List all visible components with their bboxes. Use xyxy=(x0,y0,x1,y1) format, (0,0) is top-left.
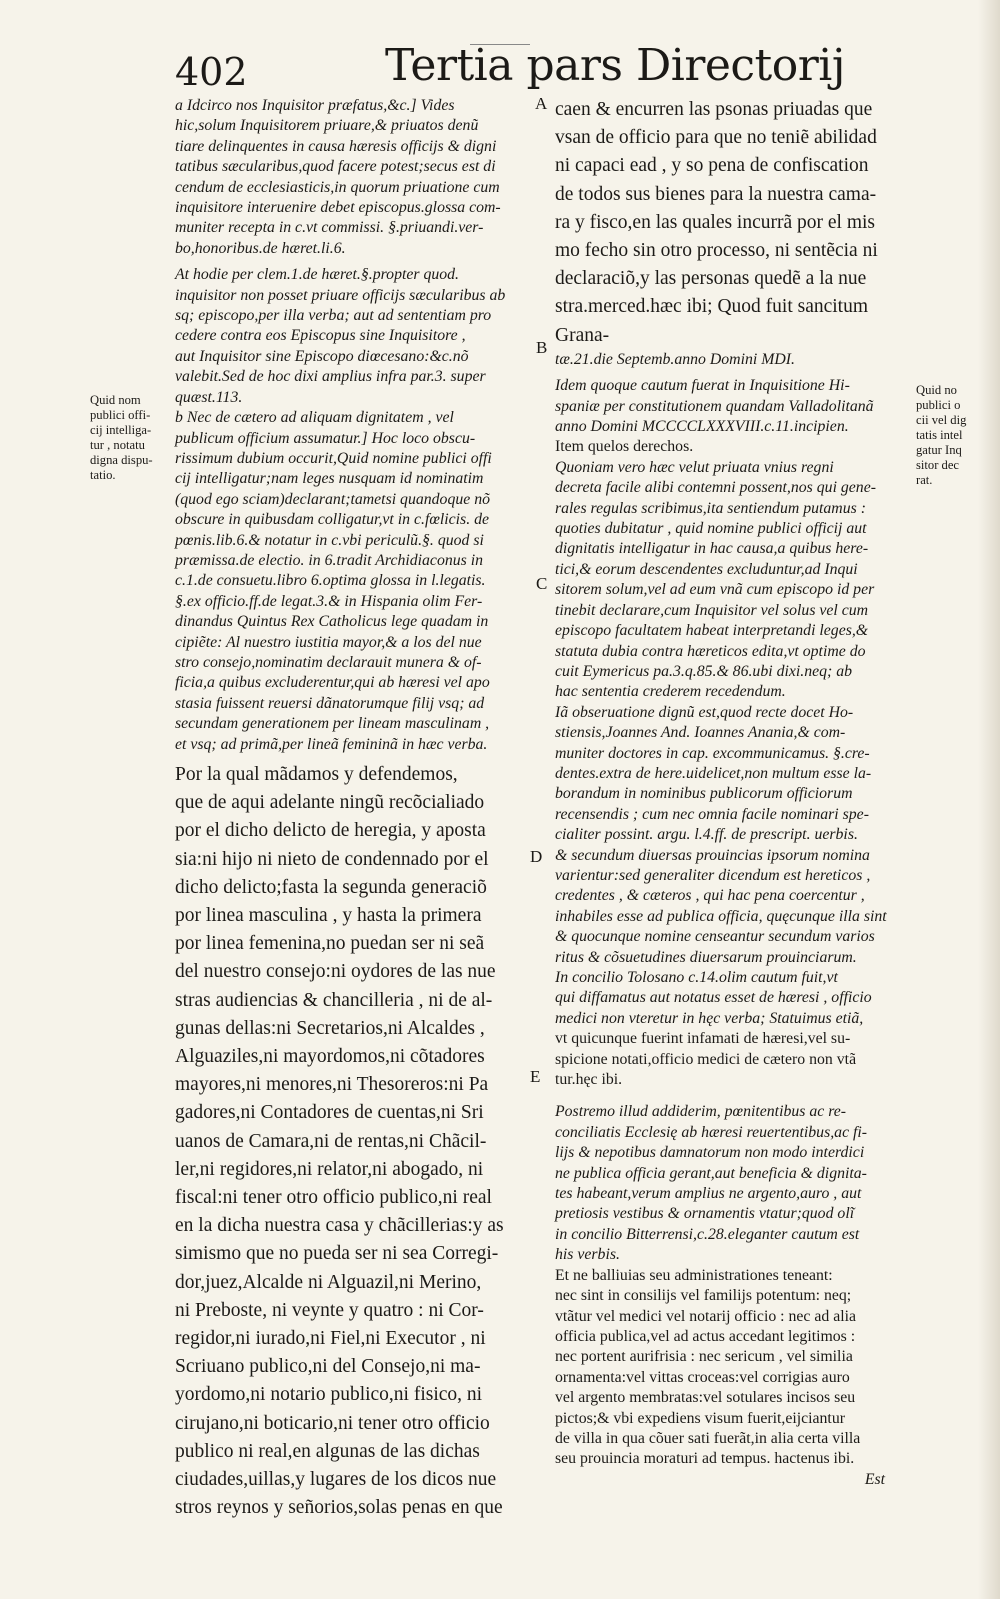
text-line: ni Preboste, ni veynte y quatro : ni Cor- xyxy=(175,1299,484,1321)
text-line: mo fecho sin otro processo, ni sentẽcia ni xyxy=(555,240,878,262)
text-line: dor,juez,Alcalde ni Alguazil,ni Merino, xyxy=(175,1271,482,1293)
text-line: en la dicha nuestra casa y chãcillerias:y as xyxy=(175,1215,504,1237)
text-line: stiensis,Joannes And. Ioannes Anania,& com- xyxy=(555,724,846,742)
text-line: caen & encurren las psonas priuadas que xyxy=(555,99,873,120)
side-note-line: tatis intel xyxy=(916,428,963,442)
commentary-tolosano xyxy=(555,968,925,1090)
text-line: tici,& eorum descendentes excluduntur,ad Inqui xyxy=(555,560,858,578)
text-line: medici non vteretur in hęc verba; Statuimus etiã, xyxy=(555,1009,864,1027)
text-line: Et ne balliuias seu administrationes teneant: xyxy=(555,1266,833,1284)
text-line: declaraciõ,y las personas quedẽ a la nue xyxy=(555,268,867,290)
text-line: quæst.113. xyxy=(175,388,243,406)
text-line: §.ex officio.ff.de legat.3.& in Hispania olim Fer- xyxy=(175,592,483,610)
text-line: & secundum diuersas prouincias ipsorum nomina xyxy=(555,846,870,864)
left-column xyxy=(175,96,537,1522)
text-line: que de aqui adelante ningũ recõcialiado xyxy=(175,792,485,814)
text-line: uanos de Camara,ni de rentas,ni Chãcil- xyxy=(175,1130,487,1152)
text-line: In concilio Tolosano c.14.olim cautum fuit,vt xyxy=(555,969,838,987)
text-line: officia publica,vel ad actus accedant legitimos : xyxy=(555,1327,856,1345)
text-line: valebit.Sed de hoc dixi amplius infra par.3. super xyxy=(175,368,486,386)
text-line: inquisitore interuenire debet episcopus.glossa com- xyxy=(175,199,501,217)
text-line: aut Inquisitor sine Episcopo diœcesano:&c.nõ xyxy=(175,347,469,365)
text-line: & quocunque nomine censeantur secundum varios xyxy=(555,928,875,946)
text-line: ornamenta:vel vittas croceas:vel corrigias auro xyxy=(555,1368,850,1386)
margin-letter-a: A xyxy=(535,94,548,113)
spanish-decree xyxy=(175,761,537,1522)
text-line: ra y fisco,en las quales incurrã por el mis xyxy=(555,211,876,233)
text-line: borandum in nominibus publicorum officiorum xyxy=(555,785,853,803)
text-line: fiscal:ni tener otro officio publico,ni real xyxy=(175,1187,492,1209)
text-line: ficia,a quibus excluderentur,qui ab hæresi vel apo xyxy=(175,674,490,692)
commentary-bitterrensi xyxy=(555,1102,925,1265)
commentary-b xyxy=(175,408,537,755)
text-line: stras audiencias & chancilleria , ni de al- xyxy=(175,989,493,1011)
commentary-a xyxy=(175,96,537,259)
text-line: dentes.extra de here.uidelicet,non multum esse la- xyxy=(555,764,872,782)
text-line: stra.merced.hæc ibi; Quod fuit sancitum Grana- xyxy=(555,296,869,346)
text-line: por linea masculina , y hasta la primera xyxy=(175,905,482,927)
text-line: varientur:sed generaliter dicendum est hereticos , xyxy=(555,866,871,884)
text-line: decreta facile alibi contemni possent,nos qui gene- xyxy=(555,479,876,497)
text-line: cij intelligatur;nam leges nusquam id nominatim xyxy=(175,470,484,488)
marginal-note-right xyxy=(916,383,1000,488)
text-line: rissimum dubium occurit,Quid nomine publici offi xyxy=(175,449,492,467)
text-line: tatibus sæcularibus,quod facere potest;secus est di xyxy=(175,158,496,176)
text-line: ritus & cõsuetudines diuersarum prouinciarum. xyxy=(555,948,857,966)
text-line: stasia fuissent reuersi dãnatorumque filij vsq; ad xyxy=(175,694,485,712)
page-edge-shadow xyxy=(978,0,1000,1599)
text-line: cuit Eymericus pa.3.q.85.& 86.ubi dixi.neq; ab xyxy=(555,662,853,680)
page-number: 402 xyxy=(175,50,248,94)
side-note-line: Quid no xyxy=(916,383,957,397)
text-line: cirujano,ni boticario,ni tener otro officio xyxy=(175,1412,490,1434)
text-line: ler,ni regidores,ni relator,ni abogado, ni xyxy=(175,1158,484,1180)
commentary-general-rules xyxy=(555,458,925,703)
text-line: tes habeant,verum amplius ne argento,auro , aut xyxy=(555,1185,862,1203)
side-note-line: Quid nom xyxy=(90,393,141,407)
text-line: tæ.21.die Septemb.anno Domini MDI. xyxy=(555,350,795,368)
text-line: por linea femenina,no puedan ser ni seã xyxy=(175,933,485,955)
text-line: credentes , & cæteros , qui hac pena coercentur , xyxy=(555,887,865,905)
text-line: dinandus Quintus Rex Catholicus lege quadam in xyxy=(175,613,489,631)
side-note-line: digna dispu- xyxy=(90,453,153,467)
spanish-decree-continued xyxy=(555,96,925,370)
text-line: pictos;& vbi expediens visum fuerit,eijciantur xyxy=(555,1409,845,1427)
text-line: vtãtur vel medici vel notarij officio : nec ad alia xyxy=(555,1307,857,1325)
text-line: conciliatis Ecclesię ab hæresi reuertentibus,ac fi- xyxy=(555,1123,868,1141)
text-line: pœnis.lib.6.& notatur in c.vbi periculũ.§. quod si xyxy=(175,531,484,549)
text-line: in concilio Bitterrensi,c.28.eleganter cautum est xyxy=(555,1225,860,1243)
text-line: de todos sus bienes para la nuestra cama- xyxy=(555,183,877,205)
text-line: c.1.de consuetu.libro 6.optima glossa in l.legatis. xyxy=(175,572,486,590)
text-line: Alguaziles,ni mayordomos,ni cõtadores xyxy=(175,1046,485,1068)
text-line: gunas dellas:ni Secretarios,ni Alcaldes , xyxy=(175,1017,485,1039)
side-note-line: gatur Inq xyxy=(916,443,962,457)
text-line: pretiosis vestibus & ornamentis vtatur;quod olĩ xyxy=(555,1205,855,1223)
text-line: nec sint in consilijs vel familijs potentum: neq; xyxy=(555,1287,852,1305)
side-note-line: cii vel dig xyxy=(916,413,967,427)
text-line: regidor,ni iurado,ni Fiel,ni Executor , ni xyxy=(175,1328,486,1350)
text-line: Idem quoque cautum fuerat in Inquisitione Hi- xyxy=(555,377,850,395)
commentary-valladolid xyxy=(555,376,925,458)
text-line: tur.hęc ibi. xyxy=(555,1071,623,1089)
text-line: dicho delicto;fasta la segunda generaciõ xyxy=(175,876,487,898)
commentary-hostiensis xyxy=(555,703,925,968)
text-line: cedere contra eos Episcopus sine Inquisitore , xyxy=(175,327,466,345)
right-column xyxy=(555,96,925,1490)
text-line: cendum de ecclesiasticis,in quorum priuatione cum xyxy=(175,178,500,196)
text-line: inquisitor non posset priuare officijs sæcularibus ab xyxy=(175,286,506,304)
text-line: secundam generationem per lineam masculinam , xyxy=(175,715,490,733)
latin-quotation xyxy=(555,1266,925,1470)
text-line: anno Domini MCCCCLXXXVIII.c.11.incipien. xyxy=(555,418,849,436)
text-line: seu prouincia moraturi ad tempus. hactenus ibi. xyxy=(555,1450,855,1468)
margin-letter-e: E xyxy=(530,1067,541,1086)
text-line: vt quicunque fuerint infamati de hæresi,vel su- xyxy=(555,1030,851,1048)
text-line: del nuestro consejo:ni oydores de las nue xyxy=(175,961,496,983)
text-line: tinebit declarare,cum Inquisitor vel solus vel cum xyxy=(555,601,869,619)
text-line: his verbis. xyxy=(555,1246,620,1264)
text-line: bo,honoribus.de hæret.li.6. xyxy=(175,239,346,257)
side-note-line: tur , notatu xyxy=(90,438,145,452)
text-line: statuta dubia contra hæreticos edita,vt optime do xyxy=(555,642,866,660)
side-note-line: publici o xyxy=(916,398,961,412)
text-line: At hodie per clem.1.de hæret.§.propter quod. xyxy=(175,266,460,284)
text-line: Por la qual mãdamos y defendemos, xyxy=(175,764,458,785)
text-line: dignitatis intelligatur in hac causa,a quibus here- xyxy=(555,540,869,558)
text-line: tiare delinquentes in causa hæresis officijs & digni xyxy=(175,137,497,155)
text-line: lijs & nepotibus damnatorum non modo interdici xyxy=(555,1144,865,1162)
side-note-line: cij intelliga- xyxy=(90,423,152,437)
side-note-line: sitor dec xyxy=(916,458,960,472)
text-line: Quoniam vero hæc velut priuata vnius regni xyxy=(555,458,834,476)
text-line: sitorem solum,vel ad eum vnã cum episcopo id per xyxy=(555,581,875,599)
text-line: stros reynos y señorios,solas penas en que xyxy=(175,1497,503,1519)
text-line: Scriuano publico,ni del Consejo,ni ma- xyxy=(175,1356,481,1378)
text-line: præmissa.de electio. in 6.tradit Archidiaconus in xyxy=(175,551,484,569)
text-line: Iã obseruatione dignũ est,quod recte docet Ho- xyxy=(555,703,854,721)
text-line: spicione notati,officio medici de cætero non vtã xyxy=(555,1050,857,1068)
text-line: simismo que no pueda ser ni sea Corregi- xyxy=(175,1243,499,1265)
text-line: spaniæ per constitutionem quandam Valladolitanã xyxy=(555,397,874,415)
text-line: sq; episcopo,per illa verba; aut ad sententiam pro xyxy=(175,307,492,325)
text-line: episcopo facultatem habeat interpretandi leges,& xyxy=(555,622,869,640)
text-line: b Nec de cætero ad aliquam dignitatem , vel xyxy=(175,409,454,427)
text-line: Item quelos derechos. xyxy=(555,438,694,456)
text-line: muniter doctores in cap. excommunicamus. §.cre- xyxy=(555,744,870,762)
text-line: vsan de officio para que no teniẽ abilidad xyxy=(555,127,877,149)
text-line: cialiter possint. argu. l.4.ff. de prescript. uerbis. xyxy=(555,826,858,844)
side-note-line: rat. xyxy=(916,473,933,487)
text-line: obscure in quibusdam colligatur,vt in c.fœlicis. de xyxy=(175,511,490,529)
margin-letter-c: C xyxy=(536,574,548,593)
text-line: qui diffamatus aut notatus esset de hæresi , officio xyxy=(555,989,872,1007)
text-line: publicum officium assumatur.] Hoc loco obscu- xyxy=(175,429,476,447)
text-line: gadores,ni Contadores de cuentas,ni Sri xyxy=(175,1102,484,1124)
text-line: publico ni real,en algunas de las dichas xyxy=(175,1440,480,1462)
marginal-note-left xyxy=(90,393,174,483)
catchword: Est xyxy=(864,1470,885,1488)
text-line: ni capaci ead , y so pena de confiscation xyxy=(555,155,869,177)
text-line: sia:ni hijo ni nieto de condennado por el xyxy=(175,848,489,870)
text-line: rales regulas scribimus,ita sentiendum putamus : xyxy=(555,499,866,517)
text-line: yordomo,ni notario publico,ni fisico, ni xyxy=(175,1384,483,1406)
text-line: stro consejo,nominatim declarauit munera & of- xyxy=(175,653,482,671)
text-line: nec portent aurifrisia : nec sericum , vel similia xyxy=(555,1348,853,1366)
text-line: hac sententia crederem recedendum. xyxy=(555,683,786,701)
side-note-line: tatio. xyxy=(90,468,116,482)
margin-letter-b: B xyxy=(536,338,548,357)
text-line: cipiẽte: Al nuestro iustitia mayor,& a los del nue xyxy=(175,633,482,651)
text-line: a Idcirco nos Inquisitor præfatus,&c.] Vides xyxy=(175,97,455,114)
text-line: por el dicho delicto de heregia, y apostа xyxy=(175,820,486,842)
running-title: Tertia pars Directorij xyxy=(385,40,845,91)
text-line: muniter recepta in c.vt commissi. §.priuandi.ver- xyxy=(175,219,484,237)
text-line: (quod ego sciam)declarant;tametsi quandoque nõ xyxy=(175,490,491,508)
text-line: Postremo illud addiderim, pœnitentibus ac re- xyxy=(555,1103,847,1121)
text-line: inhabiles esse ad publica officia, quęcunque illa sint xyxy=(555,907,887,925)
text-line: quoties dubitatur , quid nomine publici officij aut xyxy=(555,520,867,538)
text-line: vel argento membratas:vel sotulares incisos seu xyxy=(555,1389,856,1407)
text-line: et vsq; ad primã,per lineã femininã in hæc verba. xyxy=(175,735,488,753)
text-line: ne publica officia gerant,aut beneficia & dignita- xyxy=(555,1164,867,1182)
side-note-line: publici offi- xyxy=(90,408,151,422)
text-line: hic,solum Inquisitorem priuare,& priuatos denũ xyxy=(175,117,479,135)
text-line: ciudades,uillas,y lugares de los dicos nue xyxy=(175,1469,497,1491)
text-line: mayores,ni menores,ni Thesoreros:ni Pa xyxy=(175,1074,489,1096)
text-line: recensendis ; cum nec omnia facile nominari spe- xyxy=(555,805,869,823)
text-line: de villa in qua cõuer sati fuerãt,in alia certa villa xyxy=(555,1429,861,1447)
commentary-b-intro xyxy=(175,265,537,408)
margin-letter-d: D xyxy=(530,847,543,866)
